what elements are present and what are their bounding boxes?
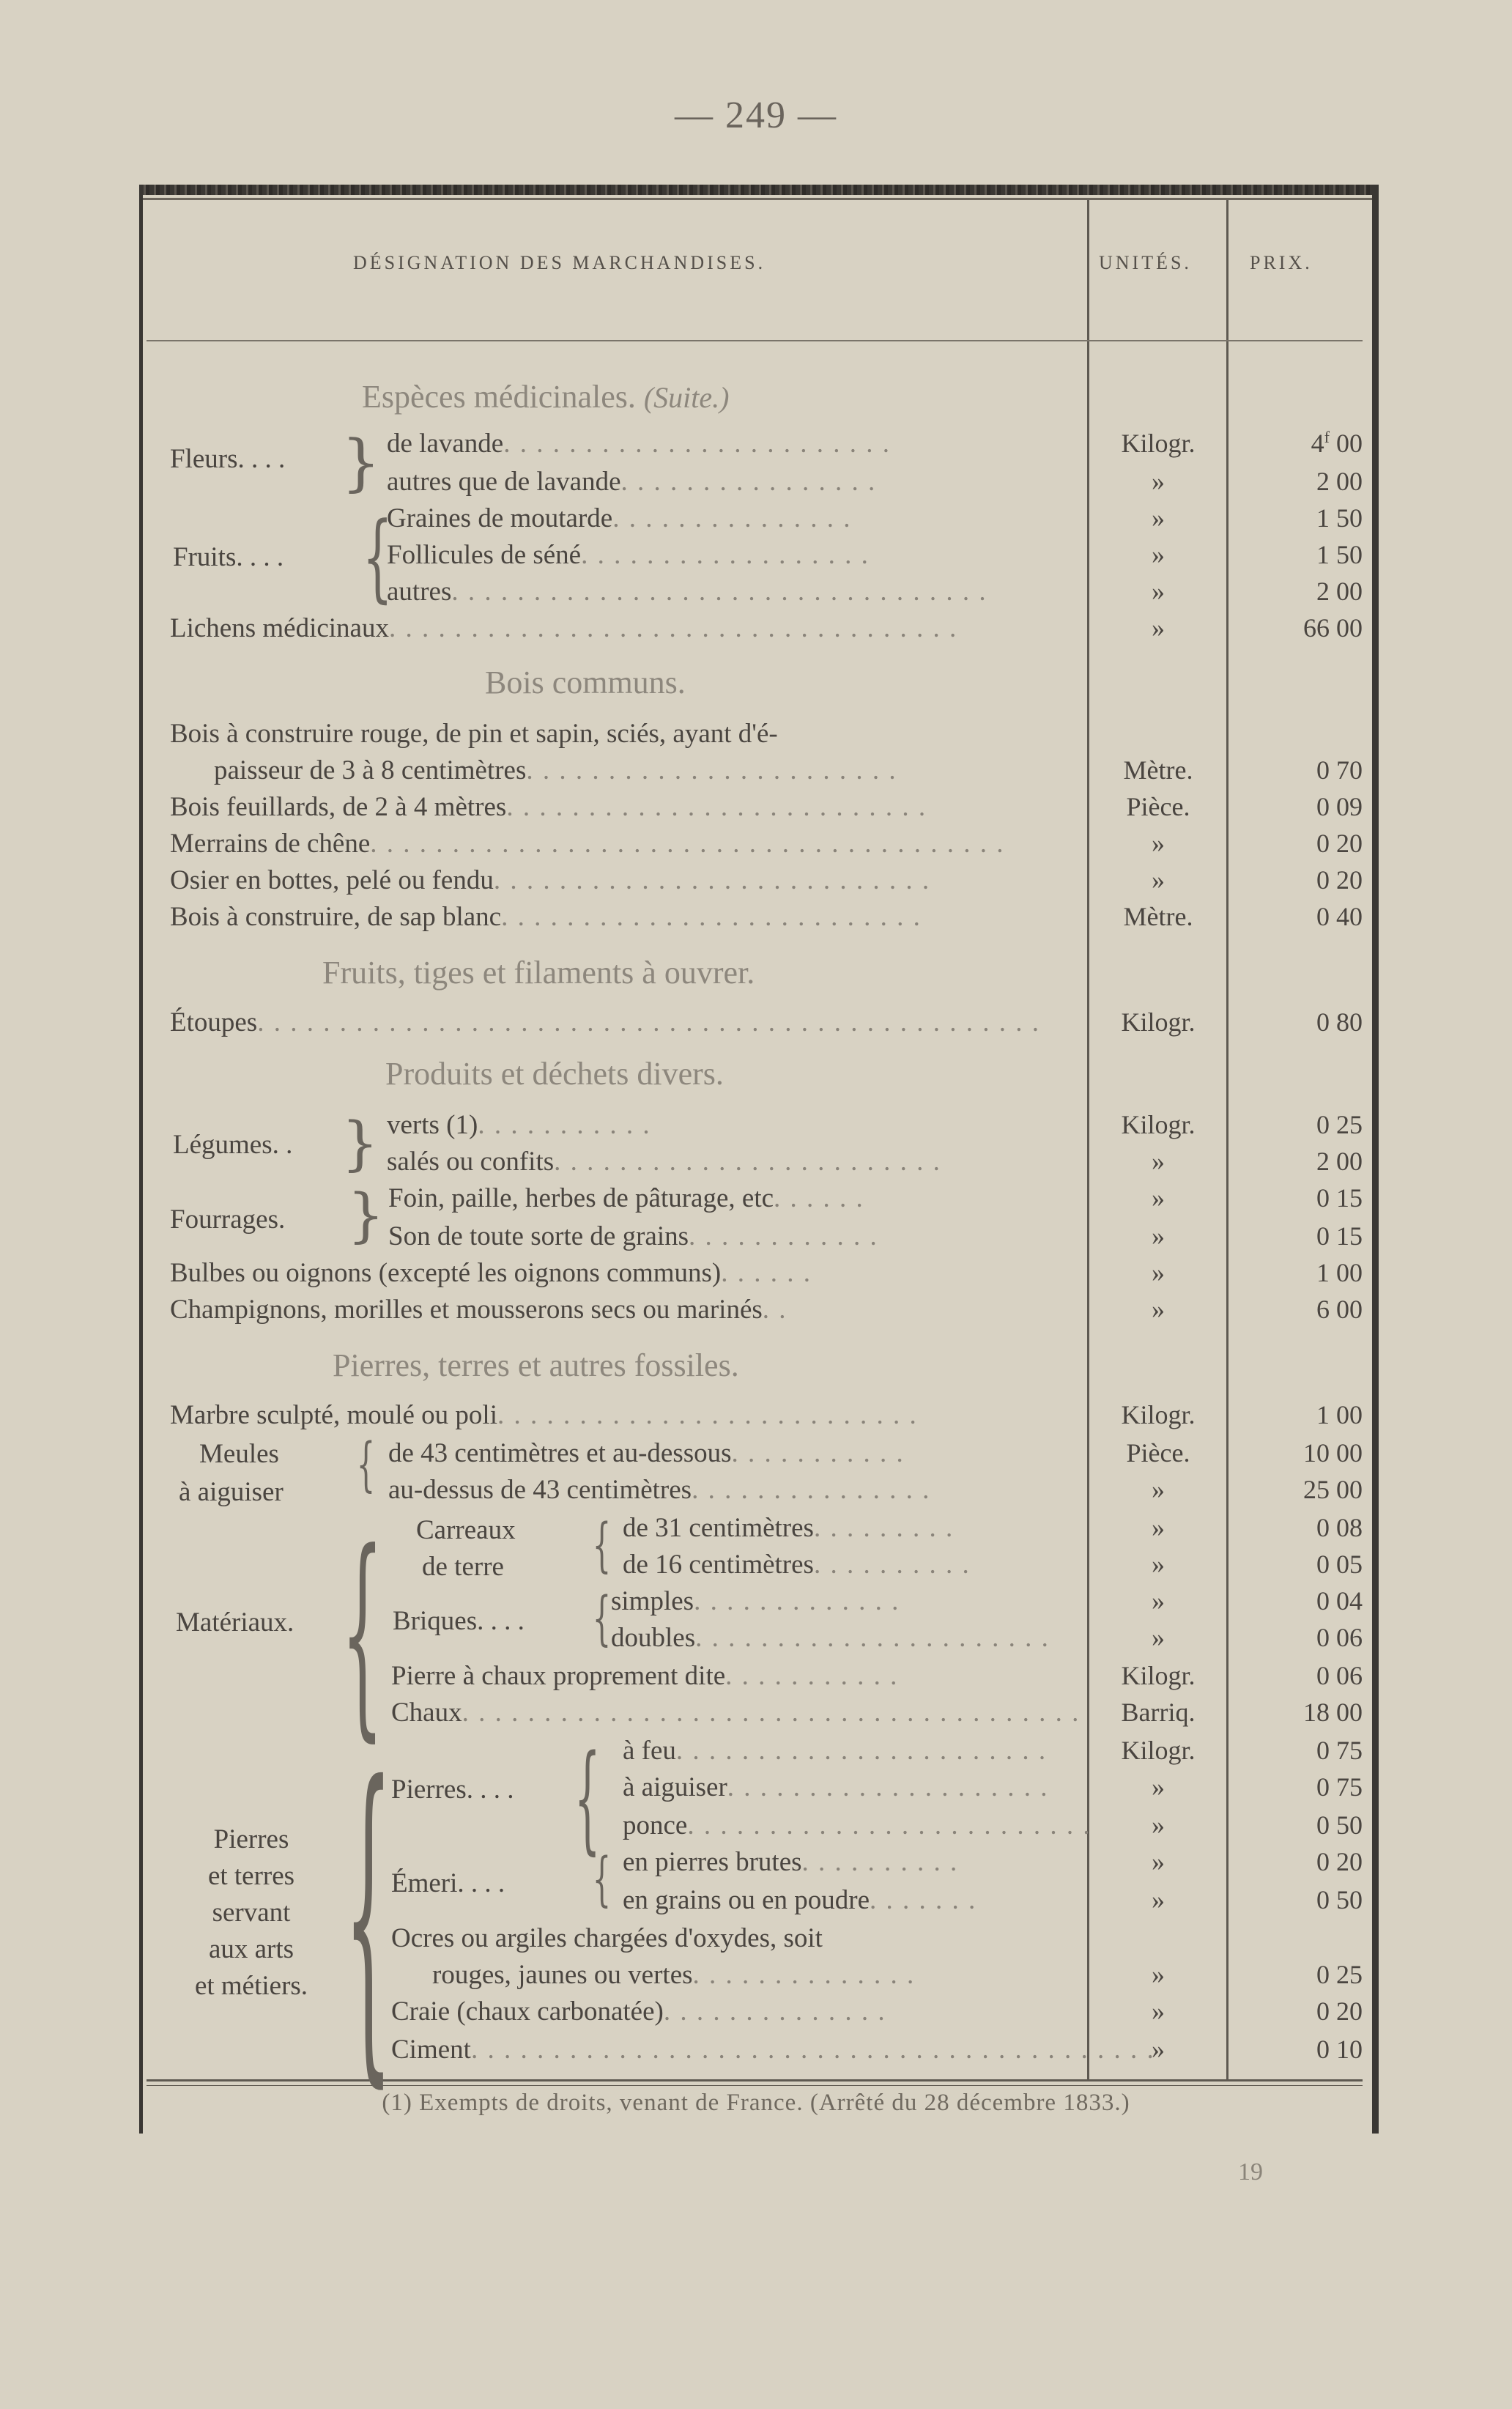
column-divider-units — [1087, 200, 1089, 2080]
price-cell: 2 00 — [1316, 577, 1363, 606]
brace-icon: { — [592, 1511, 612, 1579]
price-cell: 0 20 — [1316, 1847, 1363, 1876]
price-cell: 2 00 — [1316, 1147, 1363, 1176]
price-cell: 10 00 — [1303, 1438, 1363, 1468]
unit-cell: » — [1152, 613, 1165, 643]
row-text: en pierres brutes. . . . . . . . . . — [623, 1847, 959, 1877]
price-cell: 0 20 — [1316, 865, 1363, 895]
price-cell: 0 25 — [1316, 1960, 1363, 1989]
footnote: (1) Exempts de droits, venant de France. (Arrêté du 28 décembre 1833.) — [382, 2090, 1130, 2116]
row-text: autres. . . . . . . . . . . . . . . . . . . . . . . . . . . . . . . . . — [387, 577, 987, 607]
row-text: doubles. . . . . . . . . . . . . . . . . . . . . . — [611, 1623, 1050, 1653]
unit-cell: » — [1152, 1183, 1165, 1213]
brace-icon: { — [356, 1430, 376, 1498]
group-label-emeri: Émeri. . . . — [391, 1868, 505, 1898]
row-text: autres que de lavande. . . . . . . . . . . . . . . . — [387, 467, 877, 497]
row-text: de 43 centimètres et au-dessous. . . . . . . . . . . — [388, 1438, 905, 1468]
unit-cell: » — [1152, 540, 1165, 569]
unit-cell: » — [1152, 1885, 1165, 1914]
section-title: Produits et déchets divers. — [385, 1056, 724, 1092]
row-text: Bois à construire rouge, de pin et sapin, sciés, ayant d'é- — [170, 719, 778, 749]
unit-cell: » — [1152, 1550, 1165, 1579]
price-cell: 4$^f$ 00 — [1311, 428, 1363, 458]
group-label-materiaux: Matériaux. — [176, 1607, 294, 1638]
brace-icon: { — [344, 1714, 393, 2115]
price-cell: 66 00 — [1303, 613, 1363, 643]
price-cell: 1 50 — [1316, 503, 1363, 533]
column-divider-price — [1226, 200, 1228, 2080]
unit-cell: » — [1152, 865, 1165, 895]
row-text: Craie (chaux carbonatée). . . . . . . . . . . . . . — [391, 1997, 886, 2027]
price-cell: 0 20 — [1316, 1997, 1363, 2026]
section-title — [362, 378, 729, 415]
group-label-briques: Briques. . . . — [393, 1606, 525, 1636]
group-label-fleurs: Fleurs. . . . — [170, 444, 286, 474]
row-text: au-dessus de 43 centimètres. . . . . . . . . . . . . . . — [388, 1475, 931, 1505]
row-text: Osier en bottes, pelé ou fendu. . . . . . . . . . . . . . . . . . . . . . . . . . . — [170, 865, 931, 895]
price-cell: 1 50 — [1316, 540, 1363, 569]
brace-icon: { — [592, 1584, 612, 1652]
unit-cell: Barriq. — [1121, 1698, 1196, 1727]
section-title-text: Espèces médicinales. — [362, 379, 636, 415]
row-text: Son de toute sorte de grains. . . . . . . . . . . . — [388, 1221, 878, 1251]
price-cell: 0 06 — [1316, 1623, 1363, 1652]
unit-cell: » — [1152, 1586, 1165, 1616]
unit-cell: » — [1152, 577, 1165, 606]
brace-icon: } — [347, 1181, 385, 1249]
brace-icon: { — [574, 1729, 601, 1866]
unit-cell: Pièce. — [1126, 792, 1190, 821]
row-text: en grains ou en poudre. . . . . . . — [623, 1885, 977, 1915]
price-cell: 0 10 — [1316, 2035, 1363, 2064]
group-label-fourrages: Fourrages. — [170, 1204, 286, 1235]
row-text: Marbre sculpté, moulé ou poli. . . . . . . . . . . . . . . . . . . . . . . . . . — [170, 1400, 918, 1430]
price-cell: 0 04 — [1316, 1586, 1363, 1616]
unit-cell: » — [1152, 2035, 1165, 2064]
table-bottom-rule-thin — [147, 2085, 1363, 2086]
row-text: de lavande. . . . . . . . . . . . . . . . . . . . . . . . — [387, 429, 891, 459]
section-title: Fruits, tiges et filaments à ouvrer. — [322, 955, 755, 991]
group-label-pierres: Pierres. . . . — [391, 1775, 514, 1805]
price-cell: 0 75 — [1316, 1772, 1363, 1802]
table-bottom-rule — [147, 2079, 1363, 2081]
row-text: Bulbes ou oignons (excepté les oignons communs). . . . . . — [170, 1258, 812, 1288]
price-cell: 2 00 — [1316, 467, 1363, 496]
price-cell: 0 25 — [1316, 1110, 1363, 1139]
brace-icon: { — [362, 501, 393, 613]
group-label-fruits: Fruits. . . . — [173, 542, 284, 572]
section-title: Pierres, terres et autres fossiles. — [333, 1347, 739, 1383]
row-text: de 16 centimètres. . . . . . . . . . — [623, 1550, 971, 1580]
group-label-pierres-terres: Pierres et terres servant aux arts et métiers. — [194, 1824, 308, 2001]
row-text: Lichens médicinaux. . . . . . . . . . . . . . . . . . . . . . . . . . . . . . . . . . . — [170, 613, 958, 643]
group-label-legumes: Légumes. . — [173, 1130, 293, 1160]
header-designation: DÉSIGNATION DES MARCHANDISES. — [353, 252, 766, 273]
unit-cell: Pièce. — [1126, 1438, 1190, 1468]
unit-cell: » — [1152, 829, 1165, 858]
brace-icon: } — [341, 1109, 379, 1177]
header-units: UNITÉS. — [1099, 252, 1192, 273]
unit-cell: Mètre. — [1123, 902, 1193, 931]
price-cell: 0 15 — [1316, 1221, 1363, 1251]
unit-cell: » — [1152, 1623, 1165, 1652]
unit-cell: Kilogr. — [1121, 1736, 1196, 1765]
unit-cell: Mètre. — [1123, 755, 1193, 785]
price-cell: 0 80 — [1316, 1007, 1363, 1037]
unit-cell: » — [1152, 1960, 1165, 1989]
price-cell: 1 00 — [1316, 1258, 1363, 1287]
price-cell: 0 50 — [1316, 1810, 1363, 1840]
unit-cell: » — [1152, 1475, 1165, 1504]
price-cell: 0 06 — [1316, 1661, 1363, 1690]
price-cell: 0 09 — [1316, 792, 1363, 821]
row-text: verts (1). . . . . . . . . . . — [387, 1110, 651, 1140]
row-text: paisseur de 3 à 8 centimètres. . . . . . . . . . . . . . . . . . . . . . . — [214, 755, 897, 785]
row-text: simples. . . . . . . . . . . . . — [611, 1586, 900, 1616]
group-label-de-terre: de terre — [422, 1552, 504, 1582]
row-text: Follicules de séné. . . . . . . . . . . . . . . . . . — [387, 540, 870, 570]
row-text: Champignons, morilles et mousserons secs ou marinés. . — [170, 1295, 788, 1325]
brace-icon: { — [341, 1505, 384, 1761]
row-text: Étoupes. . . . . . . . . . . . . . . . . . . . . . . . . . . . . . . . . . . . . . . . . . . . . . . . — [170, 1007, 1040, 1037]
row-text: rouges, jaunes ou vertes. . . . . . . . . . . . . . — [432, 1960, 916, 1990]
section-suite: (Suite.) — [643, 381, 730, 414]
group-label-a-aiguiser: à aiguiser — [179, 1477, 284, 1507]
page-number: — 249 — — [675, 95, 837, 136]
unit-cell: » — [1152, 1295, 1165, 1324]
row-text: à aiguiser. . . . . . . . . . . . . . . . . . . . — [623, 1772, 1049, 1802]
price-cell: 0 75 — [1316, 1736, 1363, 1765]
row-text: Chaux. . . . . . . . . . . . . . . . . . . . . . . . . . . . . . . . . . . . . . — [391, 1698, 1081, 1728]
header-rule — [147, 340, 1363, 341]
unit-cell: » — [1152, 1147, 1165, 1176]
unit-cell: Kilogr. — [1121, 1400, 1196, 1429]
row-text: Bois à construire, de sap blanc. . . . . . . . . . . . . . . . . . . . . . . . . . — [170, 902, 922, 932]
brace-icon: { — [592, 1845, 612, 1913]
price-cell: 0 08 — [1316, 1513, 1363, 1542]
price-cell: 0 50 — [1316, 1885, 1363, 1914]
row-text: Bois feuillards, de 2 à 4 mètres. . . . . . . . . . . . . . . . . . . . . . . . . . — [170, 792, 927, 822]
unit-cell: » — [1152, 1221, 1165, 1251]
row-text: Graines de moutarde. . . . . . . . . . . . . . . — [387, 503, 852, 533]
unit-cell: Kilogr. — [1121, 1007, 1196, 1037]
row-text: à feu. . . . . . . . . . . . . . . . . . . . . . . — [623, 1736, 1048, 1766]
unit-cell: » — [1152, 1847, 1165, 1876]
price-cell: 0 15 — [1316, 1183, 1363, 1213]
price-cell: 25 00 — [1303, 1475, 1363, 1504]
price-cell: 6 00 — [1316, 1295, 1363, 1324]
unit-cell: Kilogr. — [1121, 429, 1196, 458]
unit-cell: » — [1152, 1513, 1165, 1542]
price-cell: 18 00 — [1303, 1698, 1363, 1727]
unit-cell: » — [1152, 1997, 1165, 2026]
header-price: PRIX. — [1250, 252, 1313, 273]
unit-cell: » — [1152, 503, 1165, 533]
section-title: Bois communs. — [485, 665, 686, 700]
group-label-carreaux: Carreaux — [416, 1515, 516, 1545]
group-label-meules: Meules — [199, 1439, 279, 1469]
unit-cell: » — [1152, 467, 1165, 496]
row-text: Merrains de chêne. . . . . . . . . . . . . . . . . . . . . . . . . . . . . . . . . . . . . . . — [170, 829, 1005, 859]
brace-icon: } — [341, 426, 381, 498]
row-text: Pierre à chaux proprement dite. . . . . . . . . . . — [391, 1661, 899, 1691]
price-cell: 0 40 — [1316, 902, 1363, 931]
row-text: salés ou confits. . . . . . . . . . . . . . . . . . . . . . . . — [387, 1147, 941, 1177]
unit-cell: Kilogr. — [1121, 1661, 1196, 1690]
price-cell: 0 05 — [1316, 1550, 1363, 1579]
row-text: Foin, paille, herbes de pâturage, etc. . . . . . — [388, 1183, 864, 1213]
row-text: Ciment. . . . . . . . . . . . . . . . . . . . . . . . . . . . . . . . . . . . . . . . . . — [391, 2035, 1155, 2065]
unit-cell: » — [1152, 1772, 1165, 1802]
row-text: Ocres ou argiles chargées d'oxydes, soit — [391, 1923, 823, 1953]
signature-mark: 19 — [1238, 2158, 1263, 2186]
row-text: de 31 centimètres. . . . . . . . . — [623, 1513, 955, 1543]
unit-cell: » — [1152, 1258, 1165, 1287]
price-cell: 1 00 — [1316, 1400, 1363, 1429]
price-cell: 0 20 — [1316, 829, 1363, 858]
row-text: ponce. . . . . . . . . . . . . . . . . . . . . . . . . — [623, 1810, 1092, 1840]
price-cell: 0 70 — [1316, 755, 1363, 785]
unit-cell: Kilogr. — [1121, 1110, 1196, 1139]
unit-cell: » — [1152, 1810, 1165, 1840]
